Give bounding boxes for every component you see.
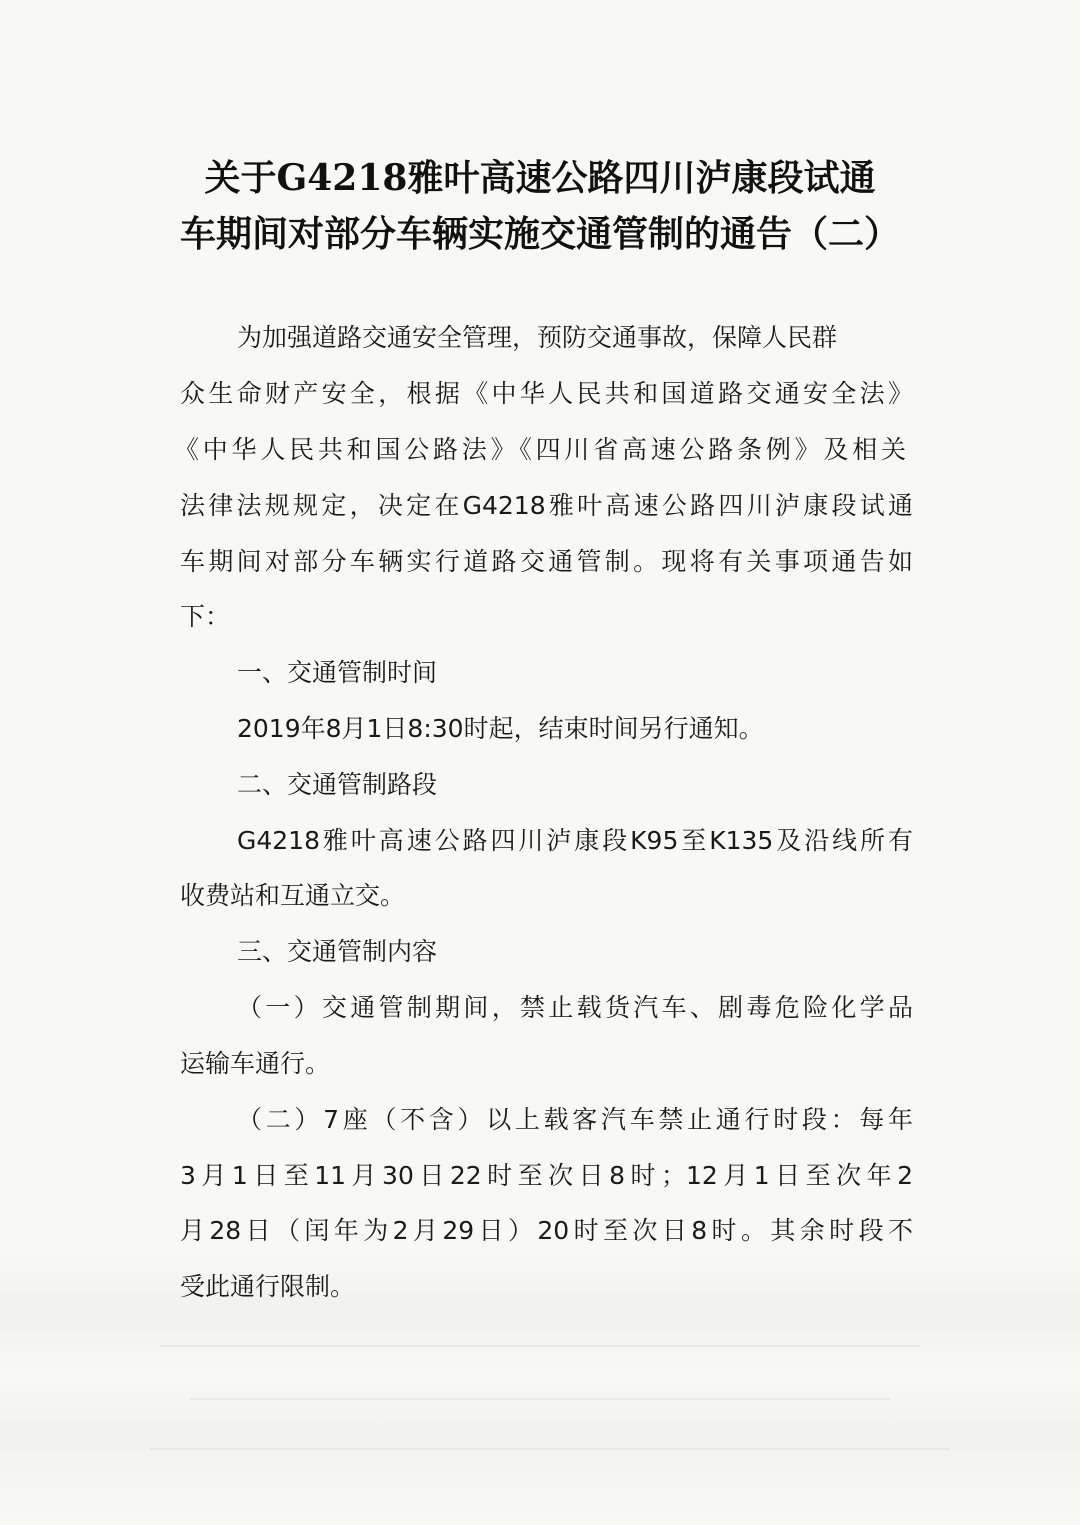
body-line-13: （一）交通管制期间，禁止载货汽车、剧毒危险化学品 [237,993,913,1022]
body-line-16: 3月1日至11月30日22时至次日8时；12月1日至次年2 [180,1161,913,1190]
body-line-14: 运输车通行。 [180,1049,331,1078]
body-line-4: 法律法规规定，决定在G4218雅叶高速公路四川泸康段试通 [180,491,913,520]
body-line-17: 月28日（闰年为2月29日）20时至次日8时。其余时段不 [180,1216,913,1245]
section-heading-3: 三、交通管制内容 [237,937,438,966]
body-line-5: 车期间对部分车辆实行道路交通管制。现将有关事项通告如 [180,547,913,576]
body-line-3: 《中华人民共和国公路法》《四川省高速公路条例》及相关 [174,435,906,464]
scan-shadow-line [190,1398,890,1400]
section-heading-2: 二、交通管制路段 [237,770,438,799]
body-line-10: G4218雅叶高速公路四川泸康段K95至K135及沿线所有 [237,826,913,855]
body-line-15: （二）7座（不含）以上载客汽车禁止通行时段：每年 [237,1105,913,1134]
body-line-6: 下： [180,602,231,631]
section-heading-1: 一、交通管制时间 [237,658,438,687]
scan-shadow-line [150,1448,950,1450]
scan-shadow-line [160,1345,920,1347]
body-line-2: 众生命财产安全，根据《中华人民共和国道路交通安全法》 [180,379,913,408]
document-title-line-1: 关于G4218雅叶高速公路四川泸康段试通 [204,157,876,199]
body-line-8: 2019年8月1日8:30时起，结束时间另行通知。 [237,714,764,743]
document-title-line-2: 车期间对部分车辆实施交通管制的通告（二） [179,213,900,255]
body-line-1: 为加强道路交通安全管理，预防交通事故，保障人民群 [237,323,838,352]
body-line-18: 受此通行限制。 [180,1272,356,1301]
body-line-11: 收费站和互通立交。 [180,881,406,910]
